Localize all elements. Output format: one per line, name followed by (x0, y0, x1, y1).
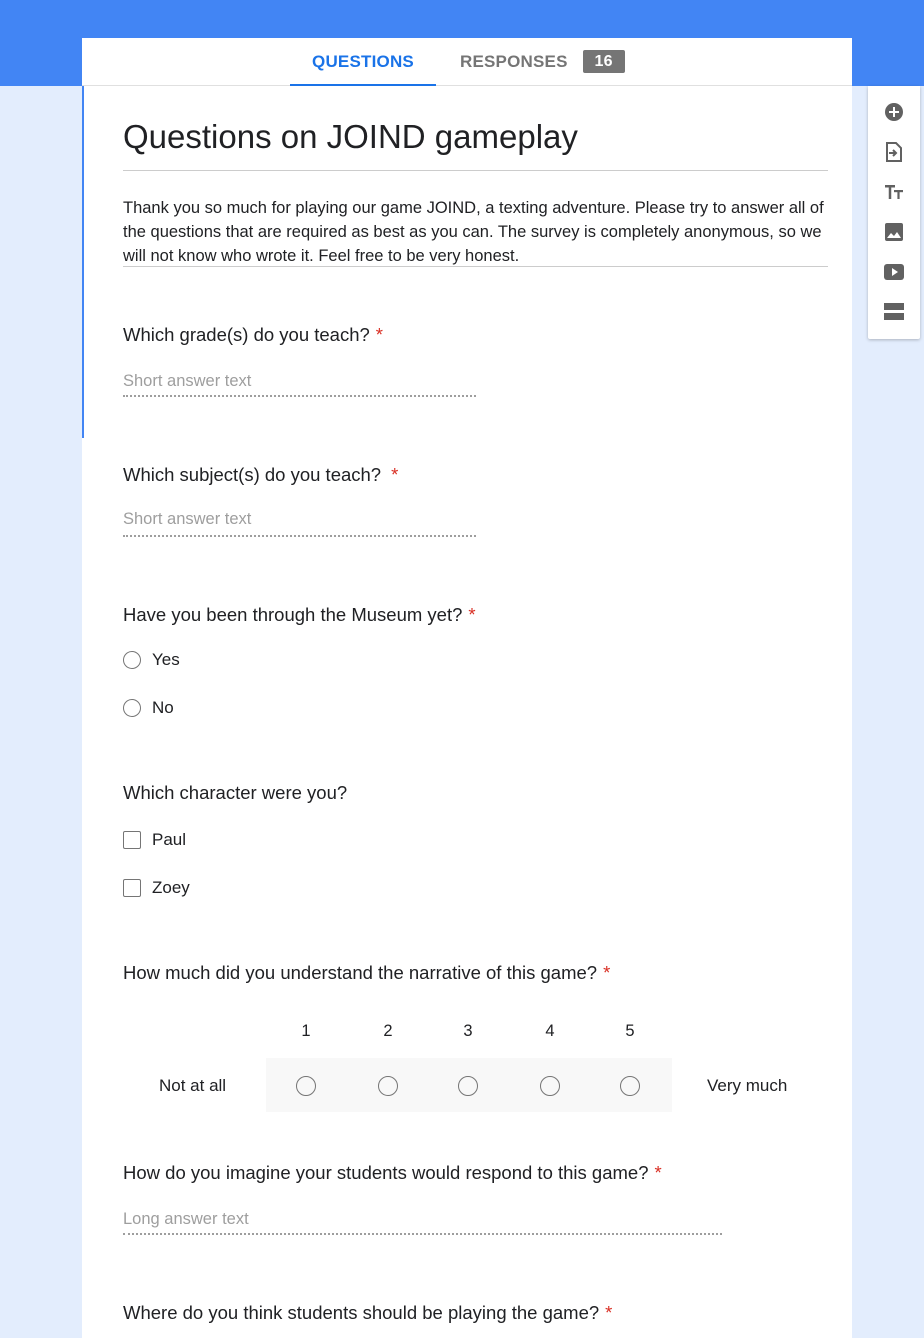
radio-option[interactable] (123, 697, 174, 719)
answer-line (123, 1233, 722, 1235)
short-answer-placeholder: Short answer text (123, 510, 252, 528)
scale-number: 4 (545, 1022, 555, 1040)
question-title[interactable] (123, 464, 398, 486)
checkbox[interactable] (123, 879, 141, 897)
question-text: Which character were you? (123, 782, 348, 803)
required-asterisk: * (391, 464, 399, 485)
scale-radio-5[interactable] (620, 1076, 640, 1096)
add-image-icon[interactable] (883, 221, 905, 243)
tab-questions[interactable]: QUESTIONS (290, 38, 436, 85)
question-title[interactable] (123, 962, 610, 984)
scale-radio-3[interactable] (458, 1076, 478, 1096)
checkbox[interactable] (123, 831, 141, 849)
option-label: Yes (152, 650, 180, 669)
tab-responses-label: RESPONSES (460, 52, 568, 71)
form-title[interactable]: Questions on JOIND gameplay (123, 118, 578, 155)
question-title[interactable] (123, 782, 347, 804)
required-asterisk: * (603, 962, 611, 983)
form-description[interactable]: Thank you so much for playing our game JOIND, a texting adventure. Please try to answer all of the questions that are required as best as you can. The survey is completely anonymous, so we will not know who wrote it. Feel free to be very honest. (123, 199, 824, 265)
question-title[interactable] (123, 324, 383, 346)
scale-number: 1 (301, 1022, 311, 1040)
answer-line (123, 395, 476, 397)
scale-high-label: Very much (707, 1076, 788, 1095)
scale-radio-2[interactable] (378, 1076, 398, 1096)
question-title[interactable] (123, 1302, 612, 1324)
radio-option[interactable] (123, 649, 180, 671)
long-answer-placeholder: Long answer text (123, 1210, 249, 1228)
import-questions-icon[interactable] (883, 141, 905, 163)
responses-count-badge: 16 (583, 50, 625, 73)
title-underline (123, 170, 828, 171)
required-asterisk: * (375, 324, 383, 345)
radio-button[interactable] (123, 699, 141, 717)
question-text: Where do you think students should be playing the game? (123, 1302, 600, 1323)
option-label: Zoey (152, 878, 190, 897)
required-asterisk: * (468, 604, 476, 625)
scale-number: 2 (383, 1022, 393, 1040)
answer-line (123, 535, 476, 537)
question-title[interactable] (123, 1162, 662, 1184)
scale-radio-4[interactable] (540, 1076, 560, 1096)
scale-number: 3 (463, 1022, 473, 1040)
scale-radio-1[interactable] (296, 1076, 316, 1096)
description-underline (123, 266, 828, 267)
add-question-icon[interactable] (883, 101, 905, 123)
tab-bar (82, 38, 852, 86)
add-section-icon[interactable] (883, 301, 905, 323)
question-text: How much did you understand the narrative of this game? (123, 962, 598, 983)
add-title-icon[interactable] (883, 181, 905, 203)
required-asterisk: * (605, 1302, 613, 1323)
add-video-icon[interactable] (883, 261, 905, 283)
question-text: Have you been through the Museum yet? (123, 604, 463, 625)
required-asterisk: * (654, 1162, 662, 1183)
option-label: No (152, 698, 174, 717)
question-text: How do you imagine your students would respond to this game? (123, 1162, 649, 1183)
question-text: Which grade(s) do you teach? (123, 324, 370, 345)
active-section-indicator (82, 86, 84, 438)
scale-low-label: Not at all (159, 1076, 227, 1095)
question-text: Which subject(s) do you teach? (123, 464, 382, 485)
scale-number: 5 (625, 1022, 635, 1040)
radio-button[interactable] (123, 651, 141, 669)
tab-responses[interactable] (460, 38, 625, 85)
checkbox-option[interactable] (123, 829, 186, 851)
question-title[interactable] (123, 604, 476, 626)
question-toolbar (868, 86, 920, 339)
option-label: Paul (152, 830, 187, 849)
checkbox-option[interactable] (123, 877, 190, 899)
short-answer-placeholder: Short answer text (123, 372, 252, 390)
